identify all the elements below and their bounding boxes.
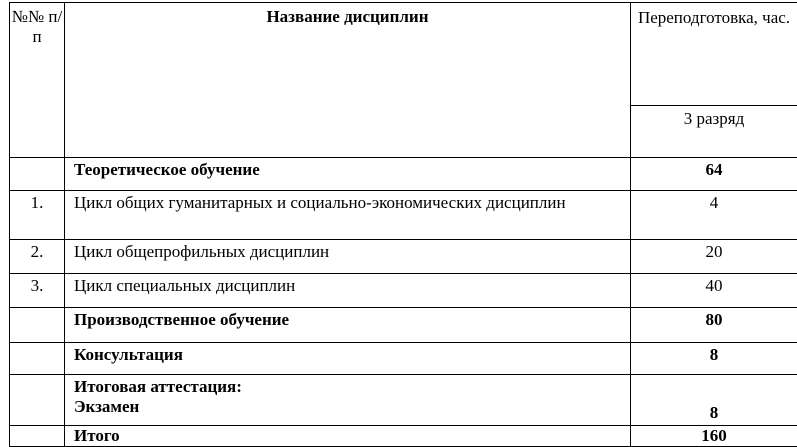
row-name-cell: Теоретическое обучение [65, 158, 631, 191]
row-num-cell [10, 343, 65, 375]
row-hours-cell: 4 [631, 191, 797, 240]
row-num-cell: 3. [10, 274, 65, 308]
header-grade-text: 3 разряд [631, 109, 797, 129]
table-row [10, 191, 797, 240]
row-hours-cell: 80 [631, 308, 797, 343]
row-name-cell [65, 375, 631, 426]
row-num-cell [10, 426, 65, 447]
row-hours-cell: 160 [631, 426, 797, 447]
row-num-cell [10, 308, 65, 343]
disciplines-table [9, 2, 797, 447]
row-name-cell: Цикл общепрофильных дисциплин [65, 240, 631, 274]
header-grade-cell [631, 106, 797, 158]
row-name-line: Итоговая аттестация: [74, 377, 630, 397]
table-row [10, 158, 797, 191]
row-num-cell: 2. [10, 240, 65, 274]
row-name-cell: Цикл общих гуманитарных и социально-экономических дисциплин [65, 191, 631, 240]
table-row [10, 240, 797, 274]
table-row [10, 274, 797, 308]
row-name-cell: Производственное обучение [65, 308, 631, 343]
row-hours-cell: 8 [631, 343, 797, 375]
row-hours-cell [631, 375, 797, 426]
row-num-cell [10, 158, 65, 191]
header-name-cell: Название дисциплин [65, 3, 631, 158]
table-row [10, 343, 797, 375]
table-row [10, 426, 797, 447]
row-hours-cell: 20 [631, 240, 797, 274]
row-hours-value: 8 [631, 403, 797, 425]
table-header-row [10, 3, 797, 106]
row-name-cell: Цикл специальных дисциплин [65, 274, 631, 308]
row-hours-cell: 64 [631, 158, 797, 191]
row-num-cell [10, 375, 65, 426]
header-num-cell: №№ п/п [10, 3, 65, 158]
row-name-line: Экзамен [74, 397, 630, 417]
row-num-cell: 1. [10, 191, 65, 240]
row-name-cell: Консультация [65, 343, 631, 375]
header-hours-cell: Переподготовка, час. [631, 3, 797, 106]
table-row [10, 375, 797, 426]
row-name-cell: Итого [65, 426, 631, 447]
row-hours-cell: 40 [631, 274, 797, 308]
table-row [10, 308, 797, 343]
